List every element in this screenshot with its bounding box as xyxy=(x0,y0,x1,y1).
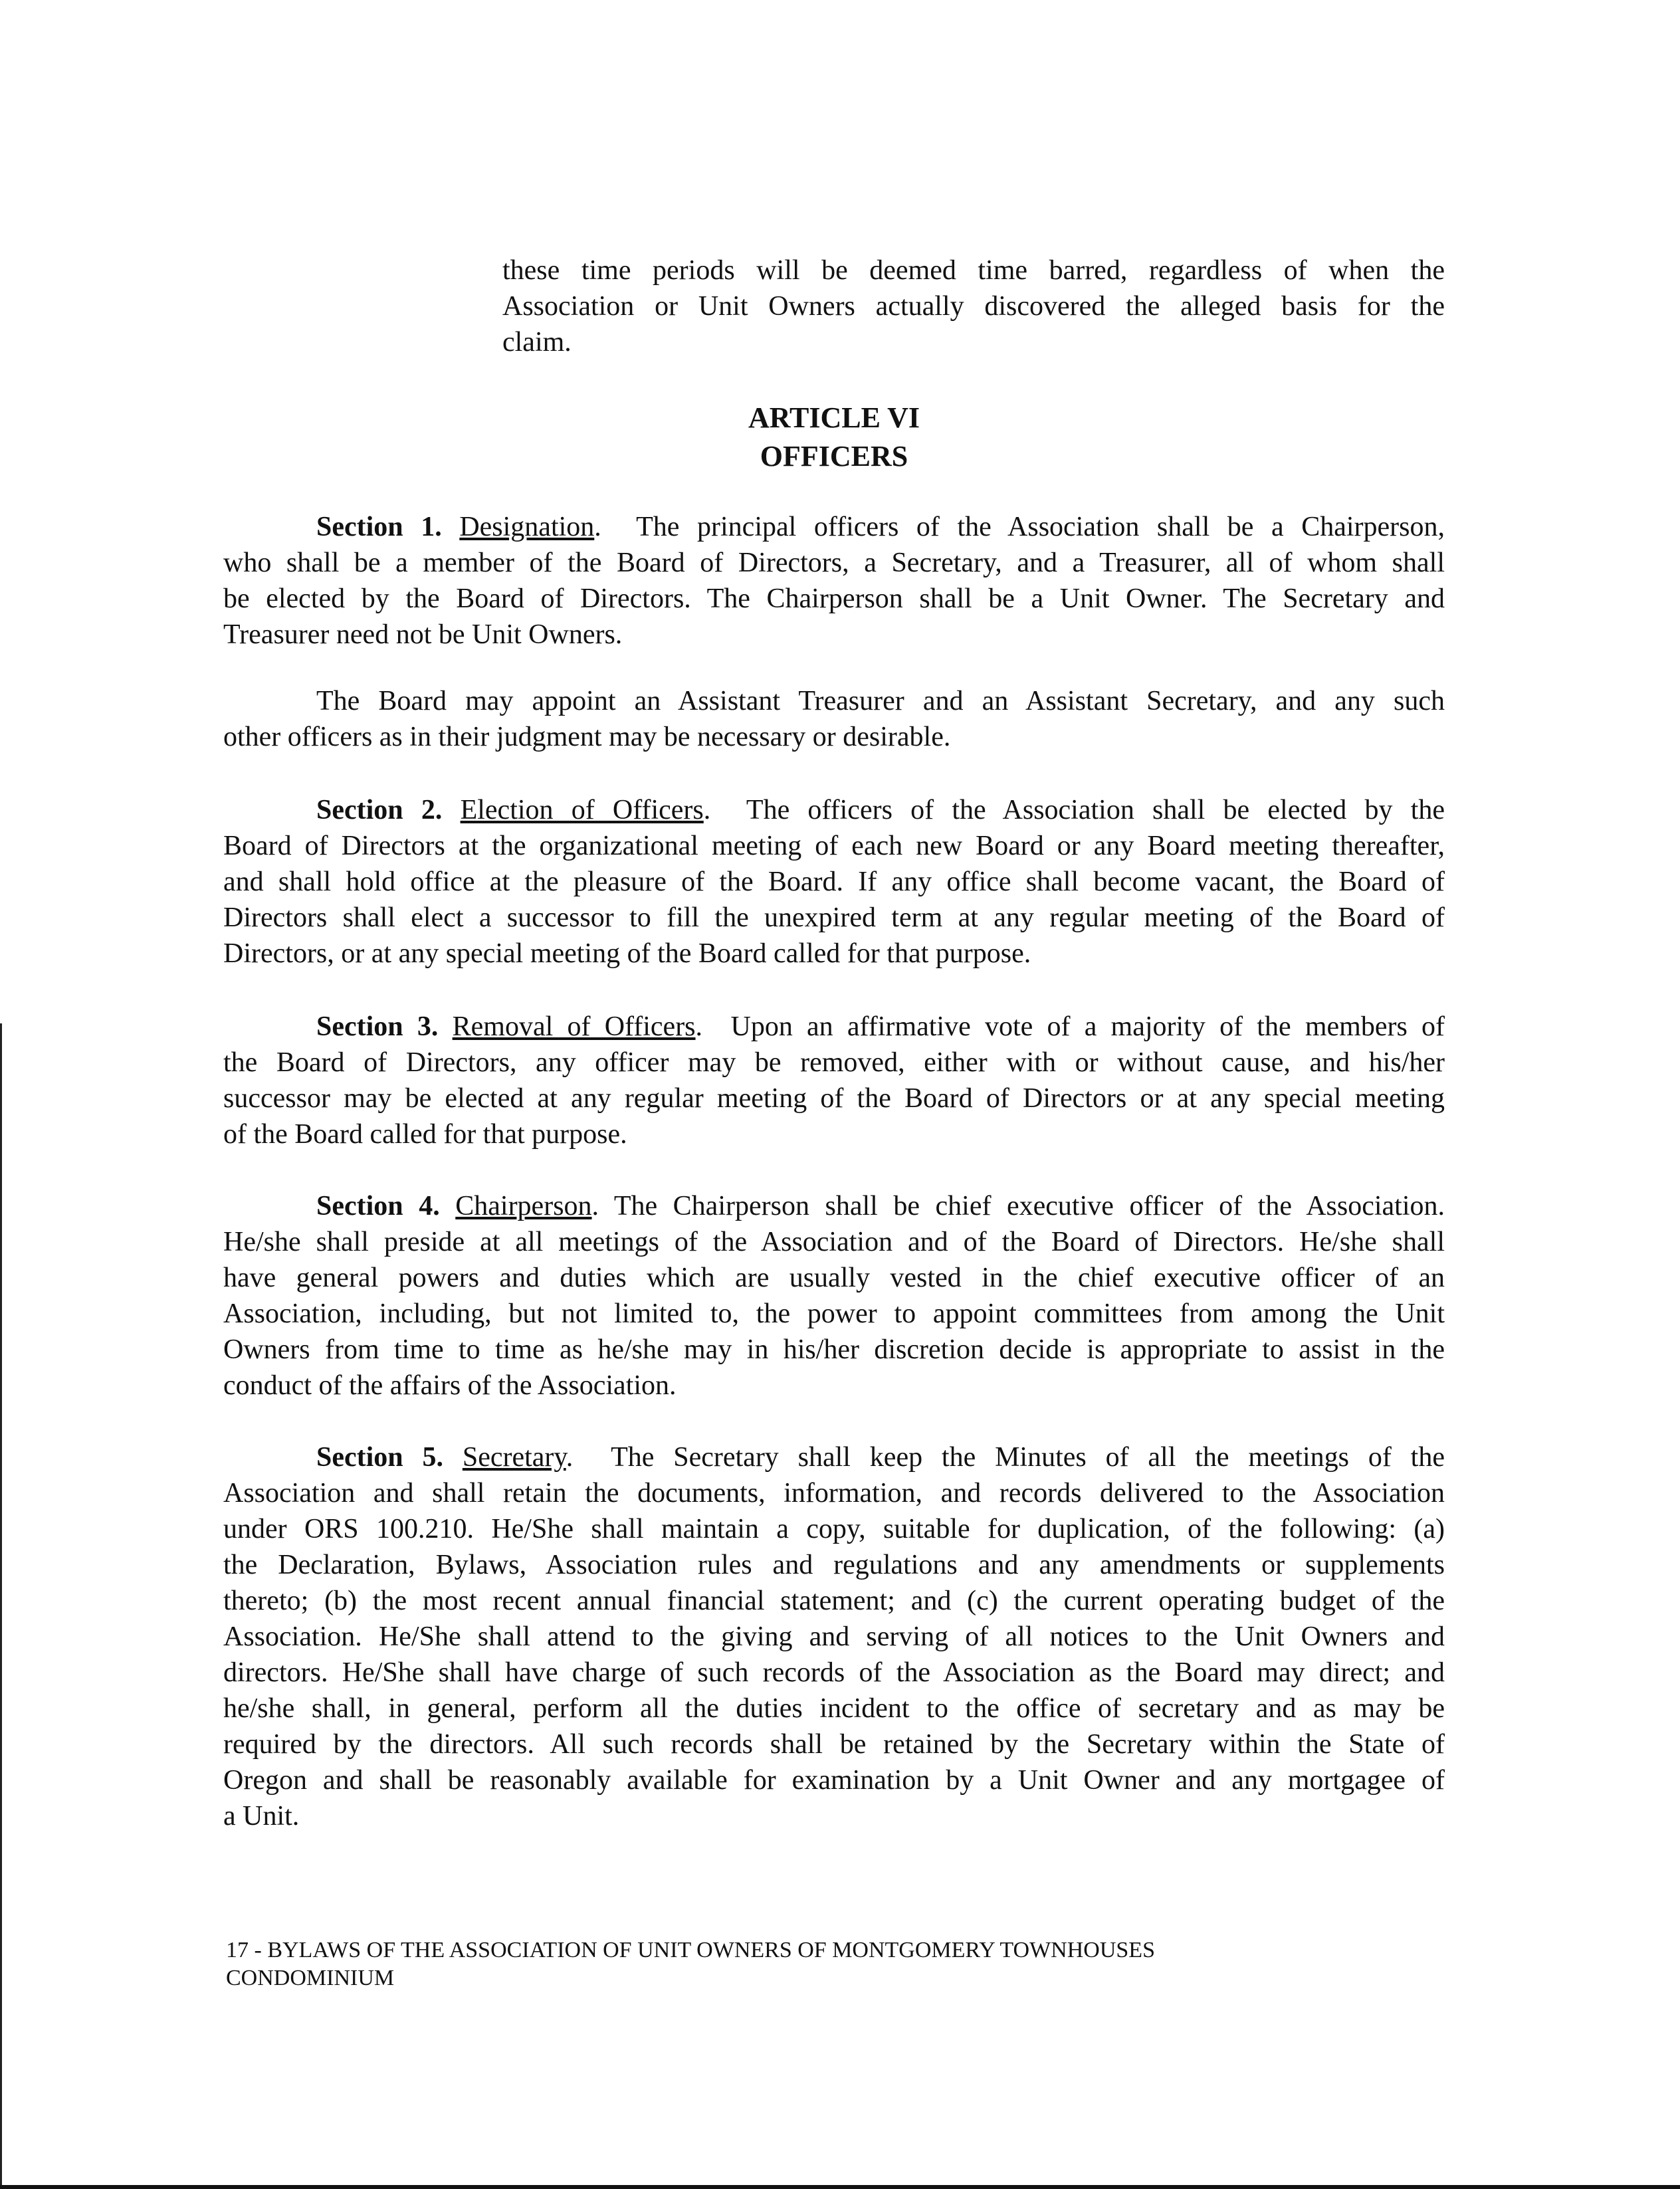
paragraph-line: be elected by the Board of Directors. The Chairperson shall be a Unit Owner. The Secretary and xyxy=(223,583,1445,614)
section-label: Section 2. xyxy=(316,795,443,825)
section-first-line: Section 5. Secretary. The Secretary shall keep the Minutes of all the meetings of the xyxy=(316,1442,1445,1473)
page-footer xyxy=(226,1936,1356,1992)
paragraph-line: a Unit. xyxy=(223,1801,300,1831)
section-1-paragraph-2 xyxy=(223,683,1445,755)
section-title: Chairperson xyxy=(455,1191,592,1221)
scan-edge-left xyxy=(0,1023,2,2189)
section-text: The Chairperson shall be chief executive officer of the Association. xyxy=(613,1191,1445,1221)
paragraph-line xyxy=(223,683,1445,719)
paragraph-line: Directors, or at any special meeting of the Board called for that purpose. xyxy=(223,938,1031,969)
section-3 xyxy=(223,1009,1445,1152)
section-title: Secretary xyxy=(462,1442,566,1473)
paragraph-line: he/she shall, in general, perform all the duties incident to the office of secretary and as may be xyxy=(223,1693,1445,1724)
article-number: ARTICLE VI xyxy=(748,401,920,434)
paragraph-line: successor may be elected at any regular meeting of the Board of Directors or at any special meeting xyxy=(223,1083,1445,1114)
paragraph-line: conduct of the affairs of the Association. xyxy=(223,1370,677,1401)
paragraph-line: He/she shall preside at all meetings of the Association and of the Board of Directors. He/she shall xyxy=(223,1227,1445,1257)
footer-line: 17 - BYLAWS OF THE ASSOCIATION OF UNIT OWNERS OF MONTGOMERY TOWNHOUSES xyxy=(226,1938,1155,1962)
paragraph-line: Owners from time to time as he/she may in his/her discretion decide is appropriate to assist in the xyxy=(223,1334,1445,1365)
section-title: Designation xyxy=(459,512,595,542)
section-first-line: Section 2. Election of Officers. The officers of the Association shall be elected by the xyxy=(316,795,1445,825)
paragraph-line: claim. xyxy=(502,327,572,358)
section-5 xyxy=(223,1439,1445,1834)
paragraph-line: Directors shall elect a successor to fill the unexpired term at any regular meeting of the Board of xyxy=(223,902,1445,933)
paragraph-line: and shall hold office at the pleasure of the Board. If any office shall become vacant, the Board of xyxy=(223,867,1445,897)
section-text: Upon an affirmative vote of a majority of the members of xyxy=(730,1011,1445,1042)
section-label: Section 4. xyxy=(316,1191,440,1221)
paragraph-line: thereto; (b) the most recent annual financial statement; and (c) the current operating budget of the xyxy=(223,1586,1445,1616)
section-text: The principal officers of the Association shall be a Chairperson, xyxy=(636,512,1445,542)
paragraph-line: other officers as in their judgment may be necessary or desirable. xyxy=(223,722,951,752)
paragraph-line: required by the directors. All such records shall be retained by the Secretary within the State of xyxy=(223,1729,1445,1760)
section-4 xyxy=(223,1188,1445,1404)
section-first-line: Section 1. Designation. The principal officers of the Association shall be a Chairperson, xyxy=(316,512,1445,542)
paragraph-line: Association. He/She shall attend to the giving and serving of all notices to the Unit Owners and xyxy=(223,1621,1445,1652)
paragraph-line: these time periods will be deemed time barred, regardless of when the xyxy=(502,255,1445,286)
section-2 xyxy=(223,792,1445,972)
section-1 xyxy=(223,509,1445,653)
paragraph-line: under ORS 100.210. He/She shall maintain a copy, suitable for duplication, of the following: (a) xyxy=(223,1514,1445,1544)
continuation-paragraph xyxy=(502,253,1445,360)
paragraph-line: the Board of Directors, any officer may be removed, either with or without cause, and his/her xyxy=(223,1047,1445,1078)
section-title: Removal of Officers xyxy=(452,1011,696,1042)
paragraph-line: directors. He/She shall have charge of such records of the Association as the Board may direct; and xyxy=(223,1657,1445,1688)
paragraph-line: Board of Directors at the organizational meeting of each new Board or any Board meeting thereafter, xyxy=(223,831,1445,861)
article-title: OFFICERS xyxy=(760,440,908,472)
section-label: Section 5. xyxy=(316,1442,443,1473)
section-label: Section 3. xyxy=(316,1011,439,1042)
section-first-line: Section 4. Chairperson. The Chairperson shall be chief executive officer of the Association. xyxy=(316,1191,1445,1221)
section-first-line: Section 3. Removal of Officers. Upon an affirmative vote of a majority of the members of xyxy=(316,1011,1445,1042)
paragraph-line: Treasurer need not be Unit Owners. xyxy=(223,619,623,650)
paragraph-line: Association and shall retain the documents, information, and records delivered to the Association xyxy=(223,1478,1445,1509)
section-text: The Secretary shall keep the Minutes of all the meetings of the xyxy=(611,1442,1445,1473)
paragraph-line: Association or Unit Owners actually discovered the alleged basis for the xyxy=(502,291,1445,322)
paragraph-line: have general powers and duties which are usually vested in the chief executive officer of an xyxy=(223,1263,1445,1293)
section-label: Section 1. xyxy=(316,512,442,542)
paragraph-line: who shall be a member of the Board of Directors, a Secretary, and a Treasurer, all of whom shall xyxy=(223,548,1445,578)
paragraph-line: Association, including, but not limited to, the power to appoint committees from among the Unit xyxy=(223,1299,1445,1329)
section-title: Election of Officers xyxy=(460,795,704,825)
paragraph-line: the Declaration, Bylaws, Association rules and regulations and any amendments or supplements xyxy=(223,1550,1445,1580)
section-text: The Board may appoint an Assistant Treasurer and an Assistant Secretary, and any such xyxy=(316,686,1445,716)
footer-line: CONDOMINIUM xyxy=(226,1966,395,1990)
paragraph-line: Oregon and shall be reasonably available for examination by a Unit Owner and any mortgagee of xyxy=(223,1765,1445,1796)
scan-edge-bottom xyxy=(0,2185,1680,2189)
section-text: The officers of the Association shall be elected by the xyxy=(746,795,1445,825)
paragraph-line: of the Board called for that purpose. xyxy=(223,1119,627,1150)
